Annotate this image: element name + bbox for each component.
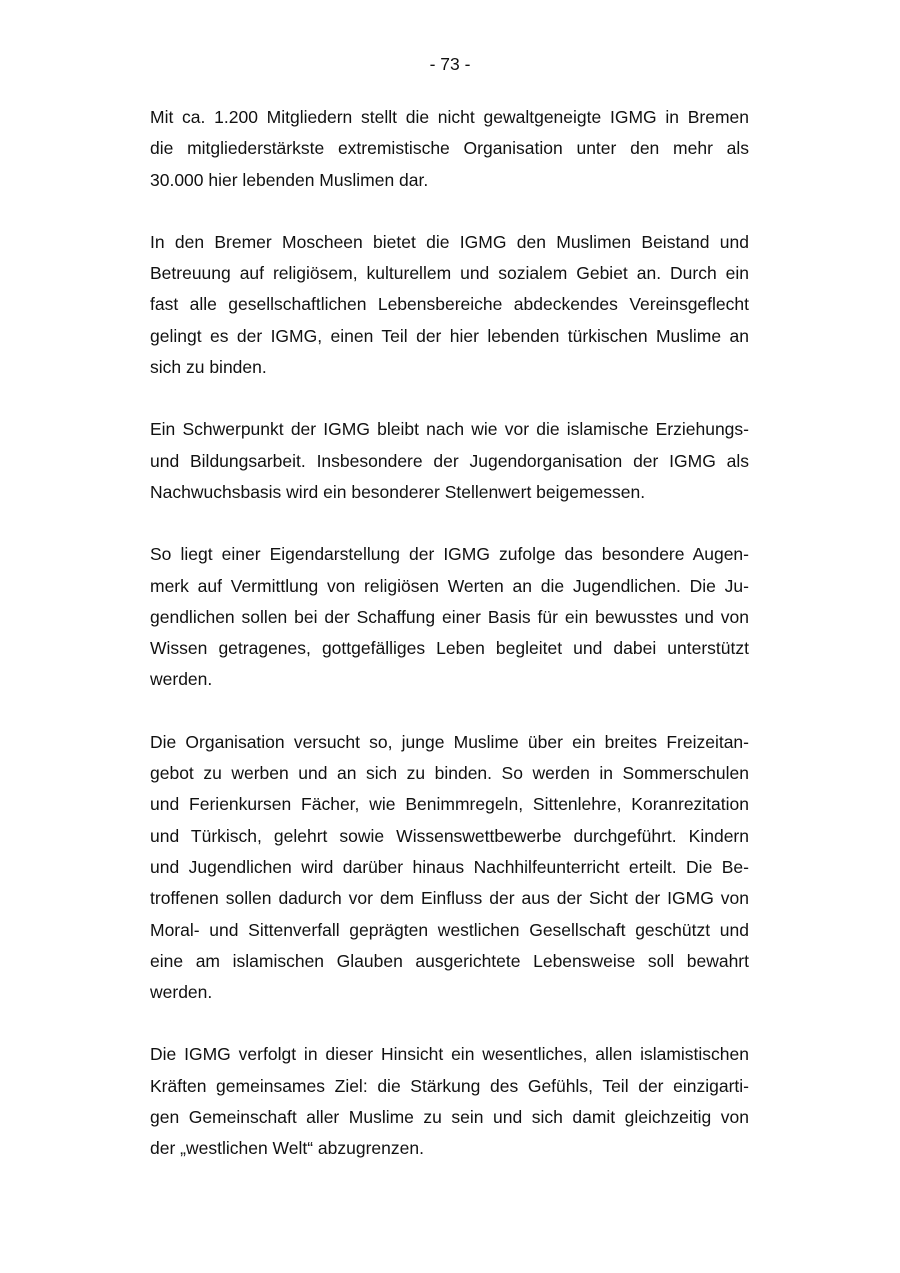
text-line: Wissen getragenes, gottgefälliges Leben begleitet und dabei unterstützt [150,638,749,659]
paragraph-4 [150,539,749,695]
text-line: Nachwuchsbasis wird ein besonderer Stellenwert beigemessen. [150,481,646,502]
text-line: und Türkisch, gelehrt sowie Wissenswettbewerbe durchgeführt. Kindern [150,825,749,846]
text-line: Betreuung auf religiösem, kulturellem und sozialem Gebiet an. Durch ein [150,263,749,284]
text-line: Ein Schwerpunkt der IGMG bleibt nach wie vor die islamische Erziehungs- [150,419,749,440]
text-line: sich zu binden. [150,357,267,378]
text-line: eine am islamischen Glauben ausgerichtete Lebensweise soll bewahrt [150,950,749,971]
text-line: Moral- und Sittenverfall geprägten westlichen Gesellschaft geschützt und [150,919,749,940]
paragraph-3 [150,414,749,508]
text-line: fast alle gesellschaftlichen Lebensbereiche abdeckendes Vereinsgeflecht [150,294,749,315]
text-line: gelingt es der IGMG, einen Teil der hier lebenden türkischen Muslime an [150,325,749,346]
text-line: In den Bremer Moscheen bietet die IGMG den Muslimen Beistand und [150,231,749,252]
text-line: und Bildungsarbeit. Insbesondere der Jugendorganisation der IGMG als [150,450,749,471]
text-line: gebot zu werben und an sich zu binden. So werden in Sommerschulen [150,763,749,784]
text-line: und Ferienkursen Fächer, wie Benimmregeln, Sittenlehre, Koranrezitation [150,794,749,815]
text-line: Die Organisation versucht so, junge Muslime über ein breites Freizeitan- [150,731,749,752]
paragraph-2 [150,227,749,383]
body-text [150,102,749,1196]
text-line: Die IGMG verfolgt in dieser Hinsicht ein wesentliches, allen islamistischen [150,1044,749,1065]
text-line: gen Gemeinschaft aller Muslime zu sein und sich damit gleichzeitig von [150,1107,749,1128]
text-line: werden. [150,982,213,1003]
text-line: Kräften gemeinsames Ziel: die Stärkung des Gefühls, Teil der einzigarti- [150,1075,749,1096]
text-line: gendlichen sollen bei der Schaffung einer Basis für ein bewusstes und von [150,606,749,627]
text-line: merk auf Vermittlung von religiösen Werten an die Jugendlichen. Die Ju- [150,575,749,596]
text-line: werden. [150,669,213,690]
page-number: - 73 - [429,54,471,74]
paragraph-6 [150,1039,749,1164]
text-line: 30.000 hier lebenden Muslimen dar. [150,169,429,190]
text-line: die mitgliederstärkste extremistische Organisation unter den mehr als [150,138,749,159]
text-line: So liegt einer Eigendarstellung der IGMG zufolge das besondere Augen- [150,544,749,565]
paragraph-5 [150,727,749,1009]
text-line: und Jugendlichen wird darüber hinaus Nachhilfeunterricht erteilt. Die Be- [150,856,749,877]
paragraph-1 [150,102,749,196]
text-line: der „westlichen Welt“ abzugrenzen. [150,1138,424,1159]
text-line: Mit ca. 1.200 Mitgliedern stellt die nicht gewaltgeneigte IGMG in Bremen [150,107,749,127]
text-line: troffenen sollen dadurch vor dem Einfluss der aus der Sicht der IGMG von [150,888,749,909]
